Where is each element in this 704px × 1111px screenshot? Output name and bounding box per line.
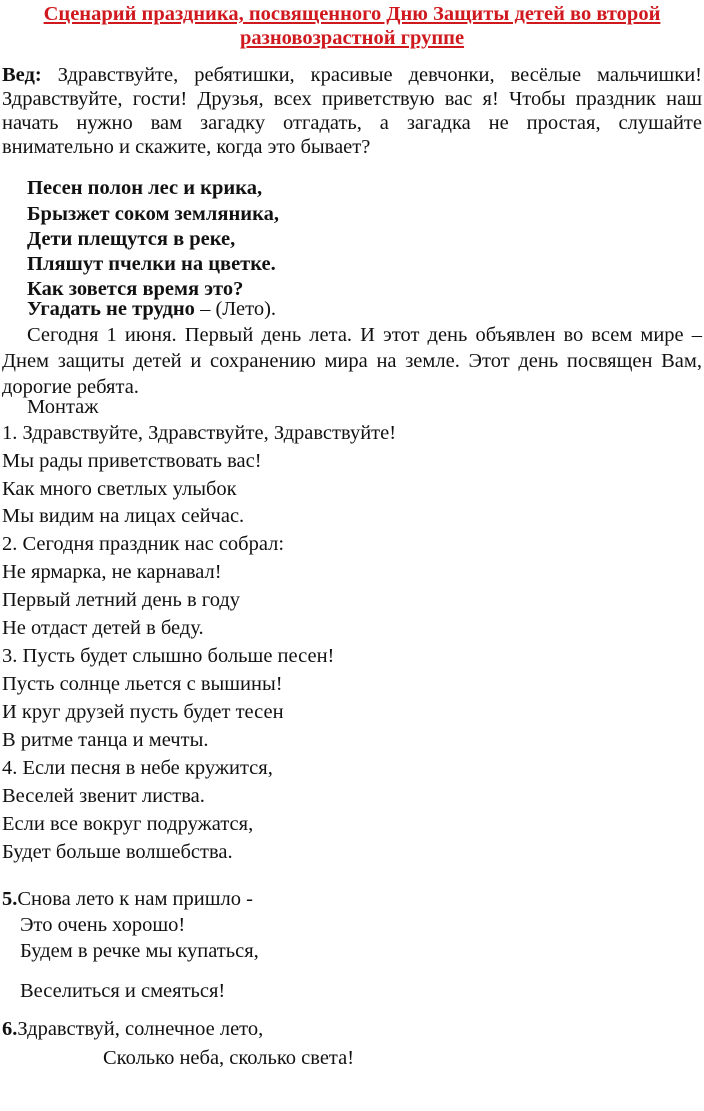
riddle-answer: – (Лето). [194,298,277,320]
intro-paragraph [2,63,702,159]
riddle-line: Дети плещутся в реке, [27,228,236,250]
verse-line: Веселиться и смеяться! [20,980,226,1002]
montage-label: Монтаж [27,396,99,418]
verse-number: 6. [2,1018,18,1040]
verse-line: Сколько неба, сколько света! [103,1047,355,1069]
verse-line: Снова лето к нам пришло - [17,888,253,910]
verse-line: Как много светлых улыбок [2,478,237,500]
verse-line: Мы рады приветствовать вас! [2,450,262,472]
verse-line: И круг друзей пусть будет тесен [2,701,284,723]
riddle-line: Пляшут пчелки на цветке. [27,253,276,275]
verse-line: В ритме танца и мечты. [2,729,209,751]
verse-line: Веселей звенит листва. [2,785,205,807]
verse-line: 3. Пусть будет слышно больше песен! [2,645,335,667]
riddle-last-line [27,296,276,322]
announcement-paragraph: Сегодня 1 июня. Первый день лета. И этот день объявлен во всем мире – Днем защиты детей и сохранению мира на земле. Этот день посвящен Вам, дорогие ребята. [2,324,702,398]
verse-line: Будет больше волшебства. [2,841,233,863]
verse-line: Если все вокруг подружатся, [2,813,254,835]
verse-line: Будем в речке мы купаться, [20,940,259,962]
verse-line: 2. Сегодня праздник нас собрал: [2,533,285,555]
verse-line: 1. Здравствуйте, Здравствуйте, Здравствуйте! [2,422,397,444]
intro-text: Здравствуйте, ребятишки, красивые девчонки, весёлые мальчишки! Здравствуйте, гости! Друзья, всех приветствую вас я! Чтобы праздник наш начать нужно вам загадку отгадать, а загадка не простая, слушайте внимательно и скажите, когда это бывает? [2,64,702,158]
verse5-first-line [2,886,253,912]
riddle-line: Брызжет соком земляника, [27,203,279,225]
riddle-line: Как зовется время это? [27,278,244,300]
verse-line: Не отдаст детей в беду. [2,617,204,639]
verse-line: Не ярмарка, не карнавал! [2,561,222,583]
verse-line: 4. Если песня в небе кружится, [2,757,273,779]
verse-line: Это очень хорошо! [20,914,186,936]
speaker-label: Вед: [2,64,42,86]
verse-line: Здравствуй, солнечное лето, [17,1018,264,1040]
verse-line: Первый летний день в году [2,589,241,611]
riddle-line: Угадать не трудно [27,298,195,320]
verse6-first-line [2,1016,263,1042]
verse-line: Пусть солнце льется с вышины! [2,673,283,695]
verse-line: Мы видим на лицах сейчас. [2,505,245,527]
document-title: Сценарий праздника, посвященного Дню Защиты детей во второй разновозрастной группе [43,3,661,49]
verse-number: 5. [2,888,18,910]
riddle-line: Песен полон лес и крика, [27,177,263,199]
